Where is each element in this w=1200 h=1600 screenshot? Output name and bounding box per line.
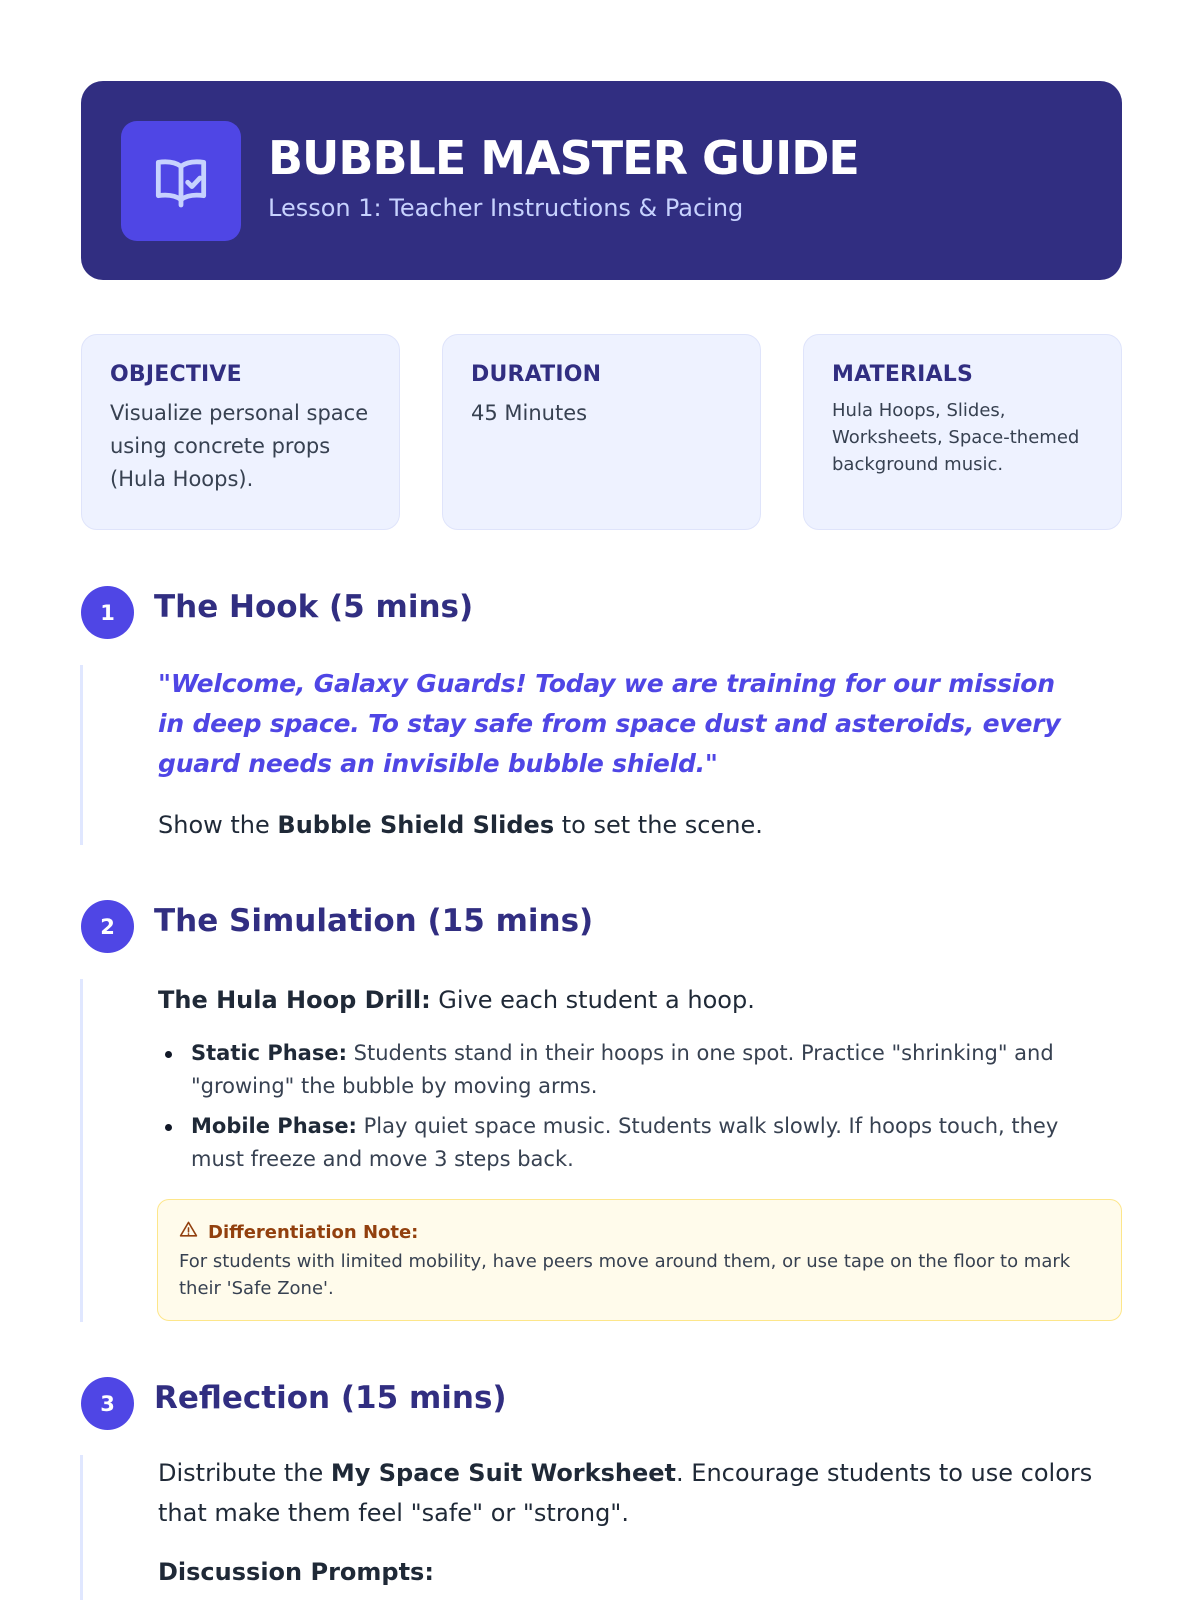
page-subtitle: Lesson 1: Teacher Instructions & Pacing xyxy=(268,194,744,222)
phase-list xyxy=(158,1037,1108,1183)
differentiation-note xyxy=(157,1199,1122,1321)
reflection-text-pre: Distribute the xyxy=(158,1459,331,1487)
reflection-instruction xyxy=(158,1453,1118,1533)
section-number-badge: 3 xyxy=(81,1377,134,1430)
hook-instruction xyxy=(158,805,763,845)
hook-text-post: to set the scene. xyxy=(554,811,763,839)
section-number-badge: 1 xyxy=(81,586,134,639)
discussion-prompts-title: Discussion Prompts: xyxy=(158,1558,434,1586)
simulation-intro-text: Give each student a hoop. xyxy=(430,986,755,1014)
objective-text: Visualize personal space using concrete props (Hula Hoops). xyxy=(110,401,369,491)
objective-label: OBJECTIVE xyxy=(110,362,242,387)
section-rule xyxy=(80,979,83,1322)
reflection-text-post: . Encourage students to use colors that make them feel "safe" or "strong". xyxy=(158,1459,1093,1527)
discussion-prompts-label xyxy=(158,1552,434,1592)
list-item xyxy=(158,1110,1108,1176)
duration-card xyxy=(442,334,761,530)
static-phase-label: Static Phase: xyxy=(191,1041,347,1065)
hook-quote: "Welcome, Galaxy Guards! Today we are training for our mission in deep space. To stay safe from space dust and asteroids, every guard needs an invisible bubble shield." xyxy=(158,669,1061,778)
section-rule xyxy=(80,1455,83,1600)
note-title: Differentiation Note: xyxy=(208,1221,419,1243)
duration-label: DURATION xyxy=(471,362,602,387)
mobile-phase-label: Mobile Phase: xyxy=(191,1114,357,1138)
materials-card xyxy=(803,334,1122,530)
bubble-shield-slides-ref: Bubble Shield Slides xyxy=(277,811,555,839)
section-rule xyxy=(80,665,83,845)
objective-card xyxy=(81,334,400,530)
static-phase-text: Students stand in their hoops in one spot. Practice "shrinking" and "growing" the bubble by moving arms. xyxy=(191,1041,1054,1098)
section-number-badge: 2 xyxy=(81,900,134,953)
materials-text: Hula Hoops, Slides, Worksheets, Space-themed background music. xyxy=(832,400,1080,475)
note-header xyxy=(179,1220,1100,1244)
duration-text: 45 Minutes xyxy=(471,401,588,425)
note-text: For students with limited mobility, have peers move around them, or use tape on the floor to mark their 'Safe Zone'. xyxy=(179,1251,1071,1299)
book-check-icon xyxy=(121,121,241,241)
section-title-simulation: The Simulation (15 mins) xyxy=(154,903,594,939)
list-item xyxy=(158,1037,1108,1103)
mobile-phase-text: Play quiet space music. Students walk slowly. If hoops touch, they must freeze and move 3 steps back. xyxy=(191,1114,1059,1171)
page-title: BUBBLE MASTER GUIDE xyxy=(268,131,859,185)
materials-label: MATERIALS xyxy=(832,362,974,387)
hook-text-pre: Show the xyxy=(158,811,278,839)
guide-header xyxy=(81,81,1122,280)
space-suit-worksheet-ref: My Space Suit Worksheet xyxy=(330,1459,677,1487)
section-title-reflection: Reflection (15 mins) xyxy=(154,1380,507,1416)
simulation-intro xyxy=(158,980,755,1020)
warning-icon xyxy=(179,1220,198,1244)
hula-hoop-drill-label: The Hula Hoop Drill: xyxy=(158,986,431,1014)
section-title-hook: The Hook (5 mins) xyxy=(154,589,474,625)
